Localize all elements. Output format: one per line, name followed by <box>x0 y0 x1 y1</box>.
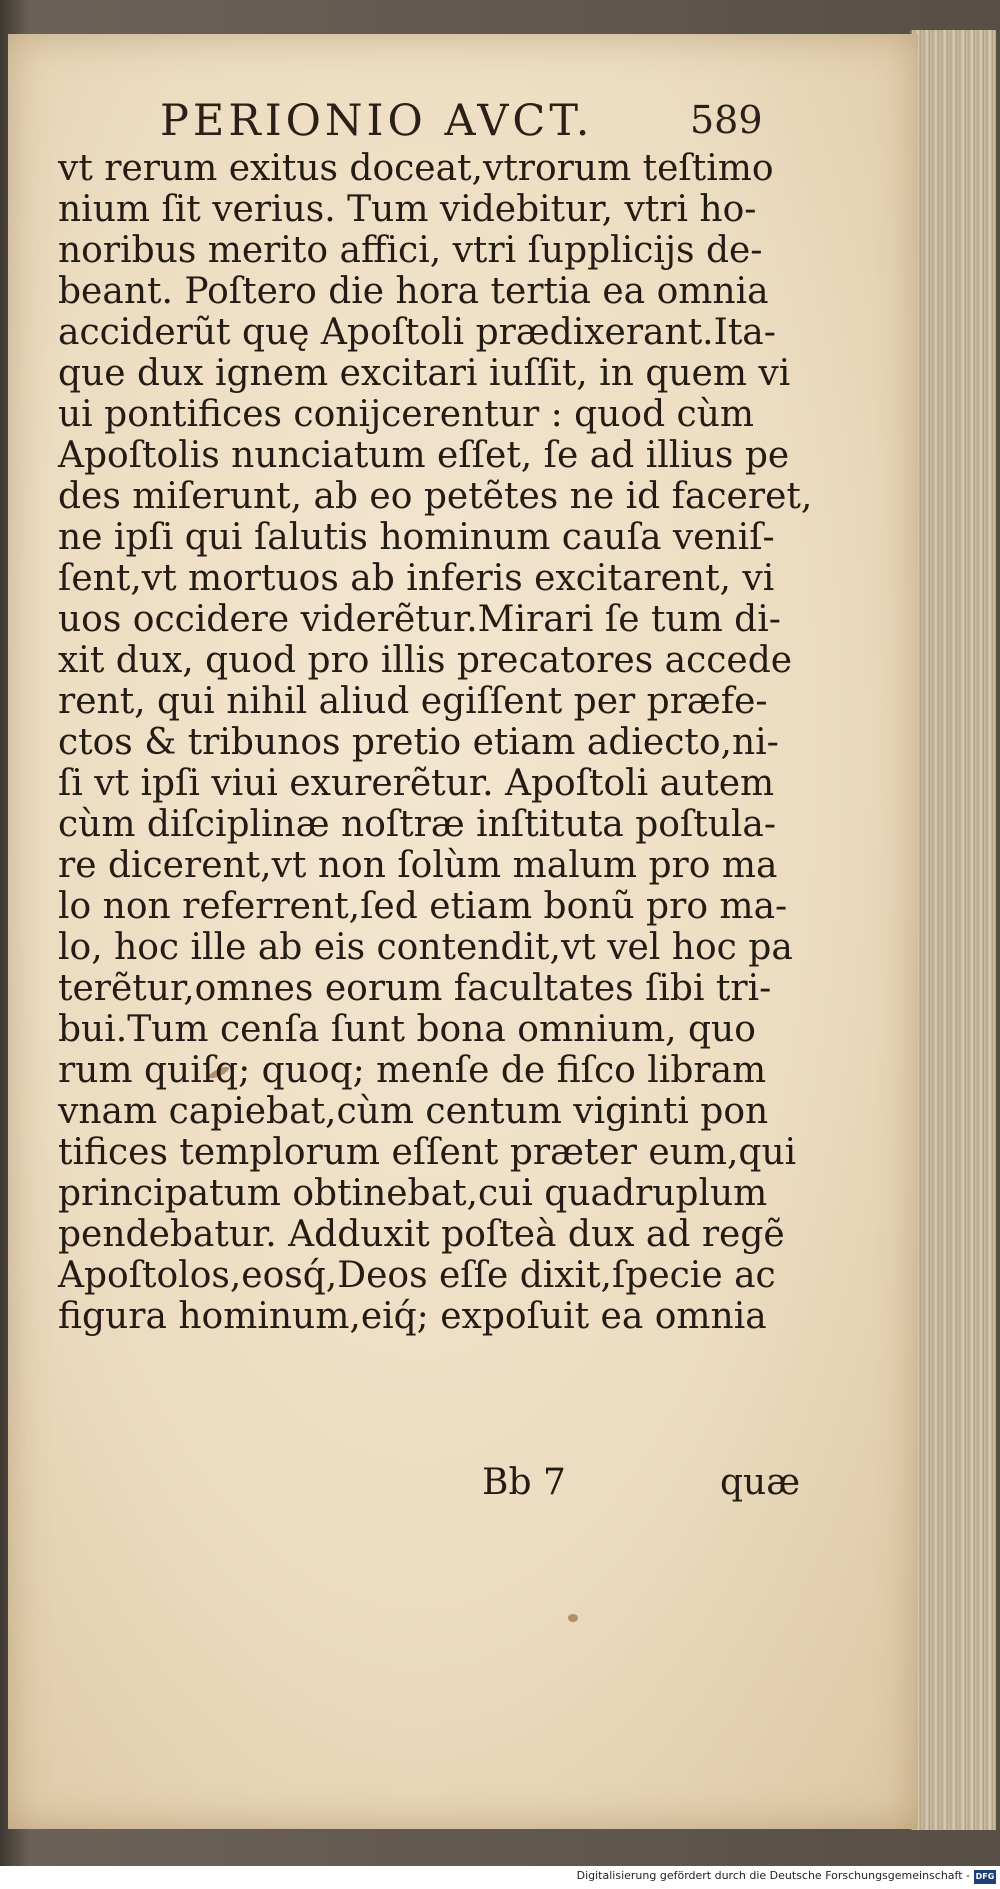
text-line: vt rerum exitus doceat,vtrorum teſtimo <box>58 148 774 189</box>
footer-bar <box>0 1866 1000 1889</box>
text-line: que dux ignem excitari iuſſit, in quem vi <box>58 353 791 394</box>
text-line: cùm diſciplinæ noſtræ inſtituta poſtula- <box>58 804 777 845</box>
book-page-edges <box>910 30 996 1830</box>
text-line: ctos & tribunos pretio etiam adiecto,ni- <box>58 722 779 763</box>
funding-credit: Digitalisierung gefördert durch die Deutsche Forschungsgemeinschaft - <box>576 1869 970 1882</box>
text-line: Apoſtolos,eosq́,Deos eſſe dixit,ſpecie ac <box>58 1255 776 1296</box>
page-header <box>160 96 780 156</box>
text-line: ne ipſi qui ſalutis hominum cauſa veniſ- <box>58 517 775 558</box>
text-line: vnam capiebat,cùm centum viginti pon <box>58 1091 769 1132</box>
text-line: lo, hoc ille ab eis contendit,vt vel hoc pa <box>58 927 793 968</box>
text-line: uos occidere viderẽtur.Mirari ſe tum di- <box>58 599 781 640</box>
text-line: noribus merito affici, vtri ſupplicijs de- <box>58 230 763 271</box>
text-line: Apoſtolis nunciatum eſſet, ſe ad illius pe <box>58 435 790 476</box>
text-line: principatum obtinebat,cui quadruplum <box>58 1173 768 1214</box>
text-line: rum quiſq; quoq; menſe de fiſco libram <box>58 1050 767 1091</box>
text-line: nium ſit verius. Tum videbitur, vtri ho- <box>58 189 757 230</box>
body-text <box>58 148 818 1337</box>
text-line: beant. Poſtero die hora tertia ea omnia <box>58 271 769 312</box>
text-line: lo non referrent,ſed etiam bonũ pro ma- <box>58 886 788 927</box>
text-line: xit dux, quod pro illis precatores accede <box>58 640 793 681</box>
text-line: tifices templorum eſſent præter eum,qui <box>58 1132 797 1173</box>
text-line: ui pontifices conijcerentur : quod cùm <box>58 394 755 435</box>
text-line: pendebatur. Adduxit poſteà dux ad regẽ <box>58 1214 785 1255</box>
dfg-logo-icon: DFG <box>974 1870 996 1884</box>
text-line: bui.Tum cenſa ſunt bona omnium, quo <box>58 1009 756 1050</box>
page-number: 589 <box>690 98 763 142</box>
signature-mark: Bb 7 <box>482 1462 566 1503</box>
catchword: quæ <box>720 1462 801 1503</box>
text-line: rent, qui nihil aliud egiſſent per præfe- <box>58 681 768 722</box>
running-title: PERIONIO AVCT. <box>160 96 594 146</box>
text-line: terẽtur,omnes eorum facultates ſibi tri- <box>58 968 772 1009</box>
text-line: ſi vt ipſi viui exurerẽtur. Apoſtoli autem <box>58 763 775 804</box>
text-line: des miſerunt, ab eo petẽtes ne id faceret, <box>58 476 813 517</box>
text-line: ſent,vt mortuos ab inferis excitarent, vi <box>58 558 775 599</box>
text-line: re dicerent,vt non ſolùm malum pro ma <box>58 845 778 886</box>
text-line: acciderũt quę Apoſtoli prædixerant.Ita- <box>58 312 776 353</box>
ink-stain <box>568 1614 578 1622</box>
text-line: figura hominum,eiq́; expoſuit ea omnia <box>58 1296 767 1337</box>
